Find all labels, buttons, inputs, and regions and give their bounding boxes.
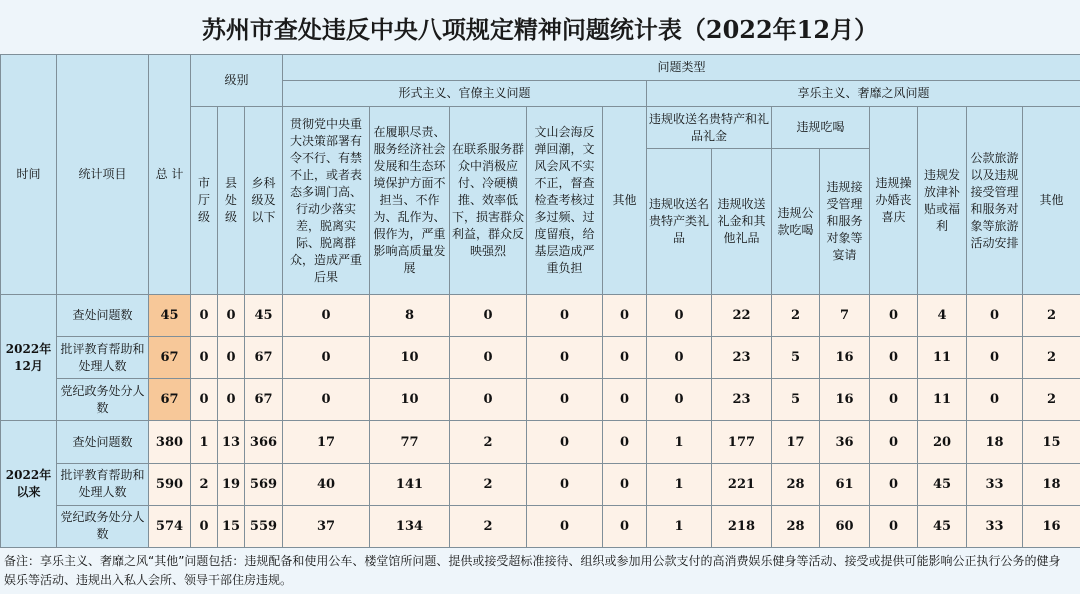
header-gift-col: 违规收送名贵特产类礼品 — [647, 149, 712, 295]
value-cell: 0 — [191, 379, 218, 421]
table-body — [1, 295, 1080, 548]
value-cell: 569 — [245, 463, 283, 505]
value-cell: 0 — [218, 379, 245, 421]
value-cell: 8 — [370, 295, 450, 337]
value-cell: 28 — [772, 505, 820, 547]
value-cell: 16 — [1023, 505, 1080, 547]
value-cell: 15 — [218, 505, 245, 547]
header-hedonism-col: 违规操办婚丧喜庆 — [870, 107, 918, 295]
value-cell: 0 — [870, 337, 918, 379]
value-cell: 0 — [527, 379, 603, 421]
value-cell: 0 — [603, 379, 647, 421]
value-cell: 2 — [450, 421, 527, 463]
header-time: 时间 — [1, 55, 57, 295]
value-cell: 16 — [820, 379, 870, 421]
value-cell: 0 — [967, 295, 1023, 337]
value-cell: 11 — [918, 379, 967, 421]
header-item: 统计项目 — [57, 55, 149, 295]
value-cell: 23 — [712, 379, 772, 421]
value-cell: 2 — [1023, 379, 1080, 421]
value-cell: 0 — [967, 379, 1023, 421]
value-cell: 0 — [218, 295, 245, 337]
header-formalism-col: 文山会海反弹回潮，文风会风不实不正，督查检查考核过多过频、过度留痕，给基层造成严重负担 — [527, 107, 603, 295]
row-item-label: 查处问题数 — [57, 421, 149, 463]
value-cell: 60 — [820, 505, 870, 547]
value-cell: 2 — [450, 463, 527, 505]
value-cell: 0 — [647, 295, 712, 337]
header-dining-col: 违规接受管理和服务对象等宴请 — [820, 149, 870, 295]
header-hedonism-col: 违规发放津补贴或福利 — [918, 107, 967, 295]
header-gift-col: 违规收送礼金和其他礼品 — [712, 149, 772, 295]
value-cell: 0 — [870, 421, 918, 463]
value-cell: 33 — [967, 505, 1023, 547]
value-cell: 4 — [918, 295, 967, 337]
table-row — [1, 295, 1080, 337]
value-cell: 5 — [772, 337, 820, 379]
value-cell: 5 — [772, 379, 820, 421]
value-cell: 19 — [218, 463, 245, 505]
value-cell: 17 — [772, 421, 820, 463]
value-cell: 11 — [918, 337, 967, 379]
header-level-township: 乡科级及以下 — [245, 107, 283, 295]
value-cell: 16 — [820, 337, 870, 379]
value-cell: 15 — [1023, 421, 1080, 463]
header-formalism-col: 在履职尽责、服务经济社会发展和生态环境保护方面不担当、不作为、乱作为、假作为，严重影响高质量发展 — [370, 107, 450, 295]
value-cell: 67 — [245, 337, 283, 379]
value-cell: 0 — [527, 421, 603, 463]
value-cell: 0 — [450, 379, 527, 421]
value-cell: 0 — [283, 295, 370, 337]
total-cell: 67 — [149, 337, 191, 379]
header-level-city: 市厅级 — [191, 107, 218, 295]
value-cell: 0 — [647, 379, 712, 421]
row-item-label: 党纪政务处分人数 — [57, 505, 149, 547]
value-cell: 45 — [918, 463, 967, 505]
total-cell: 380 — [149, 421, 191, 463]
table-row — [1, 421, 1080, 463]
value-cell: 0 — [603, 463, 647, 505]
value-cell: 0 — [870, 379, 918, 421]
value-cell: 10 — [370, 379, 450, 421]
value-cell: 0 — [450, 337, 527, 379]
header-formalism-col: 在联系服务群众中消极应付、冷硬横推、效率低下，损害群众利益，群众反映强烈 — [450, 107, 527, 295]
header-hedonism-col: 公款旅游以及违规接受管理和服务对象等旅游活动安排 — [967, 107, 1023, 295]
value-cell: 2 — [450, 505, 527, 547]
value-cell: 45 — [918, 505, 967, 547]
value-cell: 23 — [712, 337, 772, 379]
value-cell: 20 — [918, 421, 967, 463]
value-cell: 2 — [1023, 337, 1080, 379]
table-row — [1, 379, 1080, 421]
value-cell: 0 — [527, 505, 603, 547]
header-hedonism: 享乐主义、奢靡之风问题 — [647, 81, 1080, 107]
table-row — [1, 337, 1080, 379]
total-cell: 67 — [149, 379, 191, 421]
value-cell: 1 — [191, 421, 218, 463]
value-cell: 28 — [772, 463, 820, 505]
value-cell: 0 — [283, 337, 370, 379]
header-total: 总 计 — [149, 55, 191, 295]
value-cell: 2 — [772, 295, 820, 337]
value-cell: 67 — [245, 379, 283, 421]
value-cell: 134 — [370, 505, 450, 547]
value-cell: 0 — [191, 505, 218, 547]
value-cell: 0 — [191, 337, 218, 379]
total-cell: 574 — [149, 505, 191, 547]
header-hedonism-col: 其他 — [1023, 107, 1080, 295]
header-formalism-col: 贯彻党中央重大决策部署有令不行、有禁不止，或者表态多调门高、行动少落实差，脱离实际、脱离群众，造成严重后果 — [283, 107, 370, 295]
value-cell: 1 — [647, 505, 712, 547]
value-cell: 141 — [370, 463, 450, 505]
value-cell: 0 — [527, 295, 603, 337]
header-formalism: 形式主义、官僚主义问题 — [283, 81, 647, 107]
value-cell: 45 — [245, 295, 283, 337]
row-item-label: 批评教育帮助和处理人数 — [57, 463, 149, 505]
total-cell: 590 — [149, 463, 191, 505]
value-cell: 0 — [603, 505, 647, 547]
value-cell: 0 — [870, 463, 918, 505]
value-cell: 0 — [603, 421, 647, 463]
value-cell: 61 — [820, 463, 870, 505]
header-problem-type: 问题类型 — [283, 55, 1080, 81]
value-cell: 18 — [1023, 463, 1080, 505]
value-cell: 559 — [245, 505, 283, 547]
value-cell: 0 — [283, 379, 370, 421]
value-cell: 1 — [647, 421, 712, 463]
value-cell: 2 — [1023, 295, 1080, 337]
value-cell: 18 — [967, 421, 1023, 463]
header-level: 级别 — [191, 55, 283, 107]
period-label: 2022年以来 — [1, 421, 57, 548]
period-label: 2022年12月 — [1, 295, 57, 421]
header-gift-group: 违规收送名贵特产和礼品礼金 — [647, 107, 772, 149]
value-cell: 366 — [245, 421, 283, 463]
page-title: 苏州市查处违反中央八项规定精神问题统计表（2022年12月） — [201, 14, 879, 44]
table-row — [1, 463, 1080, 505]
value-cell: 0 — [870, 295, 918, 337]
value-cell: 22 — [712, 295, 772, 337]
value-cell: 0 — [218, 337, 245, 379]
value-cell: 10 — [370, 337, 450, 379]
header-level-county: 县处级 — [218, 107, 245, 295]
value-cell: 177 — [712, 421, 772, 463]
value-cell: 13 — [218, 421, 245, 463]
header-dining-col: 违规公款吃喝 — [772, 149, 820, 295]
value-cell: 1 — [647, 463, 712, 505]
value-cell: 17 — [283, 421, 370, 463]
value-cell: 221 — [712, 463, 772, 505]
value-cell: 0 — [870, 505, 918, 547]
row-item-label: 批评教育帮助和处理人数 — [57, 337, 149, 379]
row-item-label: 查处问题数 — [57, 295, 149, 337]
value-cell: 37 — [283, 505, 370, 547]
value-cell: 0 — [191, 295, 218, 337]
value-cell: 0 — [647, 337, 712, 379]
value-cell: 77 — [370, 421, 450, 463]
value-cell: 0 — [603, 337, 647, 379]
value-cell: 0 — [450, 295, 527, 337]
total-cell: 45 — [149, 295, 191, 337]
value-cell: 0 — [967, 337, 1023, 379]
statistics-table — [0, 54, 1080, 548]
row-item-label: 党纪政务处分人数 — [57, 379, 149, 421]
value-cell: 36 — [820, 421, 870, 463]
value-cell: 218 — [712, 505, 772, 547]
header-dining-group: 违规吃喝 — [772, 107, 870, 149]
value-cell: 33 — [967, 463, 1023, 505]
value-cell: 7 — [820, 295, 870, 337]
value-cell: 0 — [603, 295, 647, 337]
table-row — [1, 505, 1080, 547]
value-cell: 40 — [283, 463, 370, 505]
value-cell: 2 — [191, 463, 218, 505]
value-cell: 0 — [527, 463, 603, 505]
header-formalism-col: 其他 — [603, 107, 647, 295]
footnote: 备注：享乐主义、奢靡之风“其他”问题包括：违规配备和使用公车、楼堂馆所问题、提供或接受超标准接待、组织或参加用公款支付的高消费娱乐健身等活动、接受或提供可能影响公正执行公务的健身娱乐等活动、违规出入私人会所、领导干部住房违规。 — [0, 548, 1072, 594]
value-cell: 0 — [527, 337, 603, 379]
